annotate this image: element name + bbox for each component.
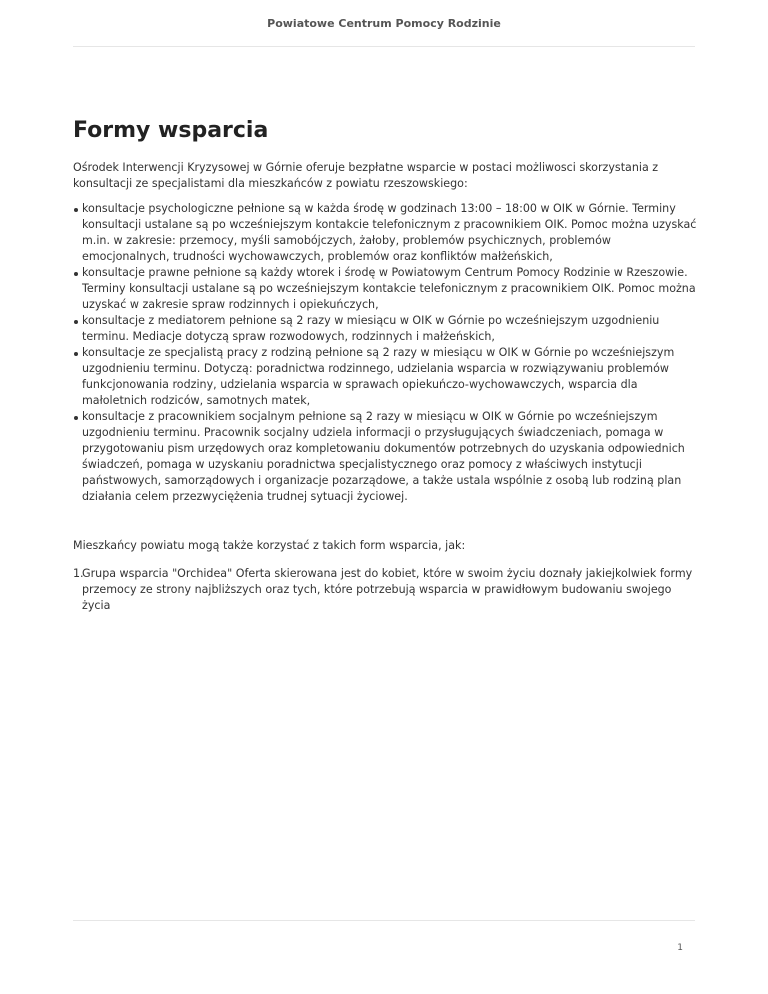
list-item: konsultacje ze specjalistą pracy z rodziną pełnione są 2 razy w miesiącu w OIK w Górnie po wcześniejszym uzgodnieniu terminu. Dotyczą: poradnictwa rodzinnego, udzielania wsparcia w rozwiązywaniu problemów funkcjonowania rodziny, udzielania wsparcia w sprawach opiekuńczo-wychowawczych, wsparcia dla małoletnich rodziców, samotnych matek,: [82, 345, 698, 409]
groups-list: [73, 566, 698, 614]
services-list: [73, 201, 698, 505]
page-footer: [73, 920, 695, 981]
page-title: Formy wsparcia: [73, 118, 269, 143]
list-item-number: 1.: [73, 567, 84, 580]
outro-paragraph: Mieszkańcy powiatu mogą także korzystać z takich form wsparcia, jak:: [73, 539, 466, 552]
main-content: [73, 117, 698, 614]
page-number: 1: [677, 943, 683, 953]
list-item: [73, 566, 698, 614]
page-header: [73, 0, 695, 47]
list-item-text: Grupa wsparcia "Orchidea" Oferta skierowana jest do kobiet, które w swoim życiu doznały jakiejkolwiek formy przemocy ze strony najbliższych oraz tych, które potrzebują wsparcia w prawidłowym budowaniu swojego życia: [82, 567, 693, 612]
list-item: konsultacje psychologiczne pełnione są w każda środę w godzinach 13:00 – 18:00 w OIK w Górnie. Terminy konsultacji ustalane są po wcześniejszym kontakcie telefonicznym z pracownikiem OIK. Pomoc można uzyskać m.in. w zakresie: przemocy, myśli samobójczych, żałoby, problemów psychicznych, problemów emocjonalnych, trudności wychowawczych, problemów oraz konfliktów małżeńskich,: [82, 202, 697, 263]
intro-paragraph: Ośrodek Interwencji Kryzysowej w Górnie oferuje bezpłatne wsparcie w postaci możliwosci skorzystania z konsultacji ze specjalistami dla mieszkańców z powiatu rzeszowskiego:: [73, 161, 659, 190]
list-item: konsultacje z mediatorem pełnione są 2 razy w miesiącu w OIK w Górnie po wcześniejszym uzgodnieniu terminu. Mediacje dotyczą spraw rozwodowych, rodzinnych i małżeńskich,: [82, 313, 698, 345]
list-item: konsultacje z pracownikiem socjalnym pełnione są 2 razy w miesiącu w OIK w Górnie po wcześniejszym uzgodnieniu terminu. Pracownik socjalny udziela informacji o przysługujących świadczeniach, pomaga w przygotowaniu pism urzędowych oraz kompletowaniu dokumentów potrzebnych do uzyskania odpowiednich świadczeń, pomaga w uzyskaniu poradnictwa specjalistycznego oraz pomocy z właściwych instytucji państwowych, samorządowych i organizacje pozarządowe, a także ustala wspólnie z osobą lub rodziną plan działania celem przezwyciężenia trudnej sytuacji życiowej.: [82, 409, 698, 505]
list-item: konsultacje prawne pełnione są każdy wtorek i środę w Powiatowym Centrum Pomocy Rodzinie w Rzeszowie. Terminy konsultacji ustalane są po wcześniejszym kontakcie telefonicznym z pracownikiem OIK. Pomoc można uzyskać w zakresie spraw rodzinnych i opiekuńczych,: [82, 265, 698, 313]
header-title: Powiatowe Centrum Pomocy Rodzinie: [267, 17, 501, 30]
